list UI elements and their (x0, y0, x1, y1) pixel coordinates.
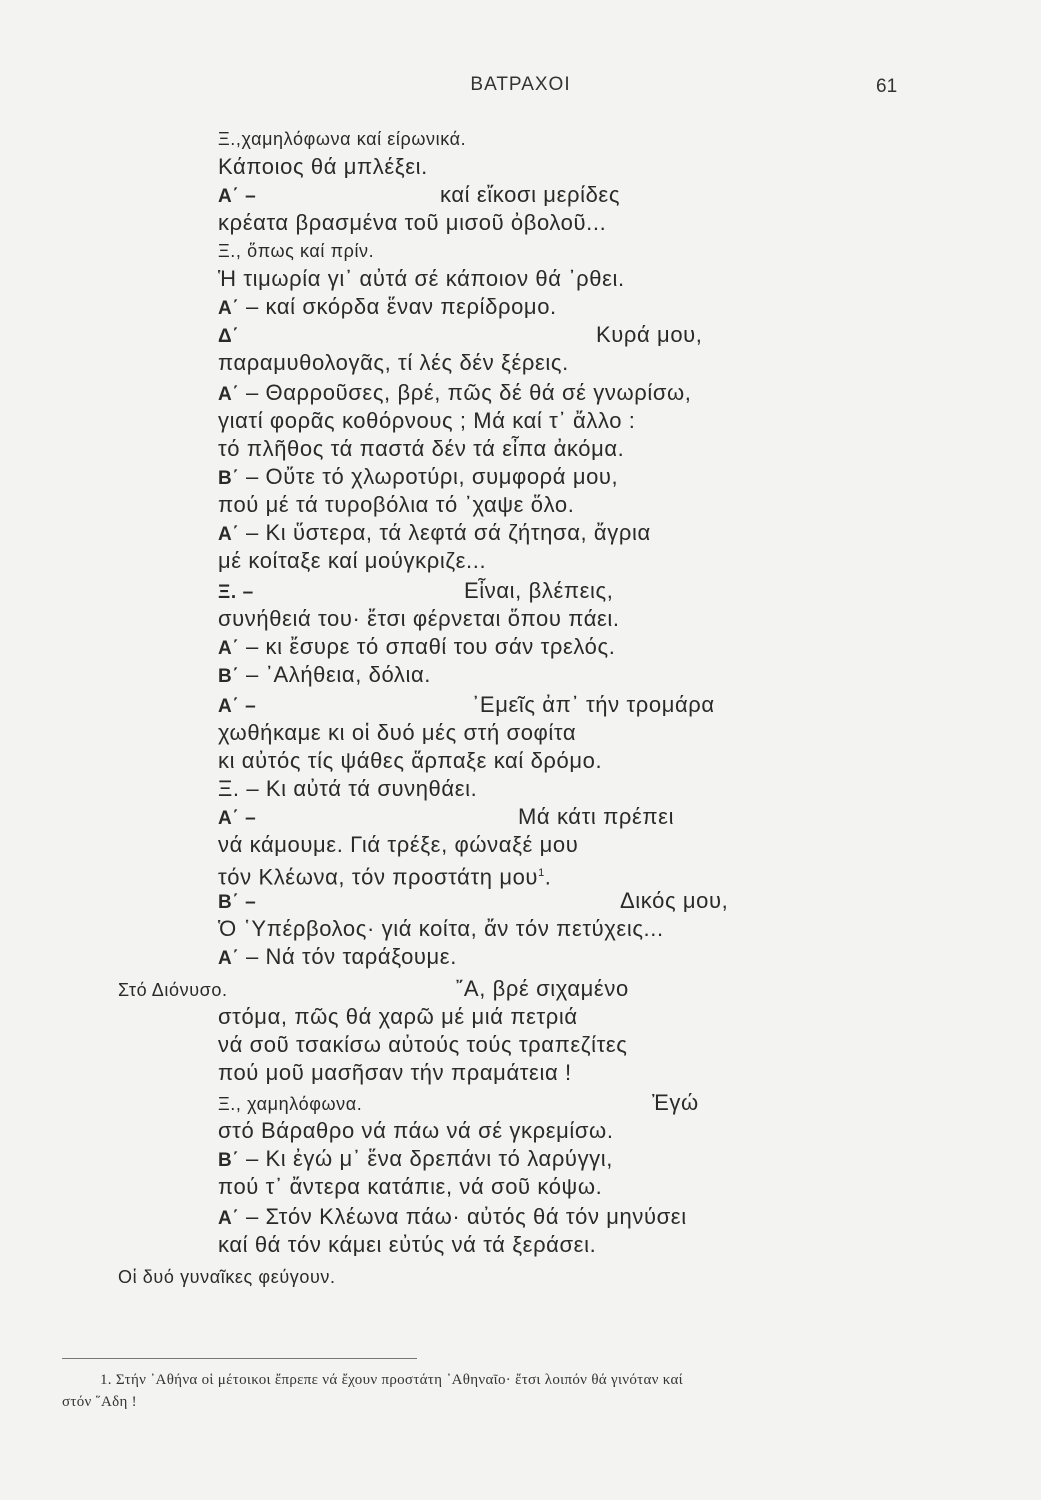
verse-text: – Κι ἐγώ μ᾽ ἕνα δρεπάνι τό λαρύγγι, (245, 1146, 613, 1171)
verse-text: ῎Α, βρέ σιχαμένο (456, 976, 629, 1001)
verse-line: Κάποιος θά μπλέξει. (218, 154, 428, 179)
verse-text: – Θαρροῦσες, βρέ, πῶς δέ θά σέ γνωρίσω, (245, 380, 692, 405)
page-number: 61 (876, 76, 898, 97)
speaker-label: Α΄ (218, 948, 240, 969)
verse-line (218, 660, 431, 690)
footnote-divider (62, 1358, 417, 1359)
verse-line: κι αὐτός τίς ψάθες ἅρπαξε καί δρόμο. (218, 748, 603, 773)
verse-line (218, 1202, 687, 1232)
speaker-label: Α΄ (218, 1208, 240, 1229)
footnote-text: στόν ῞Αδη ! (62, 1394, 137, 1410)
stage-direction: Στό Διόνυσο. (118, 980, 228, 1000)
verse-line (218, 576, 614, 606)
verse-line: χωθήκαμε κι οἱ δυό μές στή σοφίτα (218, 720, 577, 745)
speaker-label: Α΄ (218, 638, 240, 659)
verse-text: – Στόν Κλέωνα πάω· αὐτός θά τόν μηνύσει (245, 1204, 687, 1229)
speaker-label: Β΄ – (218, 892, 257, 913)
verse-text: . (544, 864, 552, 890)
speaker-label: Α΄ (218, 298, 240, 319)
verse-line (118, 974, 629, 1004)
verse-line: πού μοῦ μασῆσαν τήν πραμάτεια ! (218, 1060, 572, 1085)
verse-text: τόν Κλέωνα, τόν προστάτη μου (218, 864, 539, 890)
verse-text: Κυρά μου, (596, 322, 703, 347)
verse-line (218, 942, 457, 972)
stage-direction: Οἱ δυό γυναῖκες φεύγουν. (118, 1267, 336, 1287)
verse-line (218, 1144, 613, 1174)
verse-line (218, 690, 715, 720)
speaker-label: Ξ. – (218, 582, 254, 603)
verse-text: Ἐγώ (652, 1090, 699, 1115)
verse-line (218, 886, 729, 916)
verse-line (218, 1088, 699, 1118)
verse-line (218, 292, 557, 322)
verse-line (218, 858, 552, 888)
stage-direction: Ξ., ὅπως καί πρίν. (218, 241, 375, 261)
verse-line: πού τ᾽ ἄντερα κατάπιε, νά σοῦ κόψω. (218, 1174, 603, 1199)
speaker-label: Α΄ – (218, 186, 257, 207)
verse-text: – ᾽Αλήθεια, δόλια. (245, 662, 432, 687)
verse-text: καί εἴκοσι μερίδες (440, 182, 621, 207)
verse-line: κρέατα βρασμένα τοῦ μισοῦ ὀβολοῦ... (218, 210, 607, 235)
speaker-label: Β΄ (218, 468, 240, 489)
verse-line: στό Βάραθρο νά πάω νά σέ γκρεμίσω. (218, 1118, 614, 1143)
verse-text: – Νά τόν ταράξουμε. (245, 944, 457, 969)
verse-line: τό πλῆθος τά παστά δέν τά εἶπα ἀκόμα. (218, 436, 625, 461)
running-header-title: ΒΑΤΡΑΧΟΙ (470, 74, 571, 95)
verse-text: – Κι ὕστερα, τά λεφτά σά ζήτησα, ἄγρια (245, 520, 651, 545)
verse-line (218, 632, 615, 662)
verse-line: πού μέ τά τυροβόλια τό ᾽χαψε ὅλο. (218, 492, 575, 517)
verse-line: Ἡ τιμωρία γι᾽ αὐτά σέ κάποιον θά ᾽ρθει. (218, 266, 625, 291)
verse-line: καί θά τόν κάμει εὐτύς νά τά ξεράσει. (218, 1232, 597, 1257)
verse-text: – καί σκόρδα ἕναν περίδρομο. (245, 294, 557, 319)
speaker-label: Α΄ – (218, 808, 257, 829)
speaker-label: Β΄ (218, 666, 240, 687)
verse-line (218, 320, 703, 350)
speaker-label: Α΄ (218, 384, 240, 405)
verse-line: νά κάμουμε. Γιά τρέξε, φώναξέ μου (218, 832, 579, 857)
speaker-label: Δ΄ (218, 326, 240, 347)
verse-text: Δικός μου, (620, 888, 729, 913)
speaker-label: Α΄ (218, 524, 240, 545)
verse-text: Εἶναι, βλέπεις, (464, 578, 614, 603)
verse-line: μέ κοίταξε καί μούγκριζε... (218, 548, 487, 573)
stage-direction: Ξ.,χαμηλόφωνα καί είρωνικά. (218, 129, 467, 149)
verse-text: ᾽Εμεῖς ἀπ᾽ τήν τρομάρα (472, 692, 715, 717)
verse-line (218, 518, 651, 548)
verse-line: παραμυθολογᾶς, τί λές δέν ξέρεις. (218, 350, 569, 375)
verse-text: – κι ἔσυρε τό σπαθί του σάν τρελός. (245, 634, 616, 659)
verse-text: – Οὔτε τό χλωροτύρι, συμφορά μου, (245, 464, 619, 489)
verse-line: Ὁ ῾Υπέρβολος· γιά κοίτα, ἄν τόν πετύχεις... (218, 916, 664, 941)
verse-line: Ξ. – Κι αὐτά τά συνηθάει. (218, 776, 478, 801)
speaker-label: Α΄ – (218, 696, 257, 717)
verse-line (218, 180, 621, 210)
verse-line: νά σοῦ τσακίσω αὐτούς τούς τραπεζίτες (218, 1032, 628, 1057)
verse-line (218, 462, 618, 492)
speaker-label: Β΄ (218, 1150, 240, 1171)
stage-direction: Ξ., χαμηλόφωνα. (218, 1094, 363, 1114)
verse-line (218, 378, 692, 408)
footnote-text: 1. Στήν ᾽Αθήνα οἱ μέτοικοι ἔπρεπε νά ἔχουν προστάτη ᾽Αθηναῖο· ἔτσι λοιπόν θά γινόταν καί (100, 1372, 683, 1388)
verse-line (218, 802, 675, 832)
verse-text: Μά κάτι πρέπει (518, 804, 675, 829)
verse-line: συνήθειά του· ἔτσι φέρνεται ὅπου πάει. (218, 606, 620, 631)
footnote-marker: 1 (538, 867, 545, 879)
verse-line: γιατί φορᾶς κοθόρνους ; Μά καί τ᾽ ἄλλο : (218, 408, 636, 433)
verse-line: στόμα, πῶς θά χαρῶ μέ μιά πετριά (218, 1004, 578, 1029)
